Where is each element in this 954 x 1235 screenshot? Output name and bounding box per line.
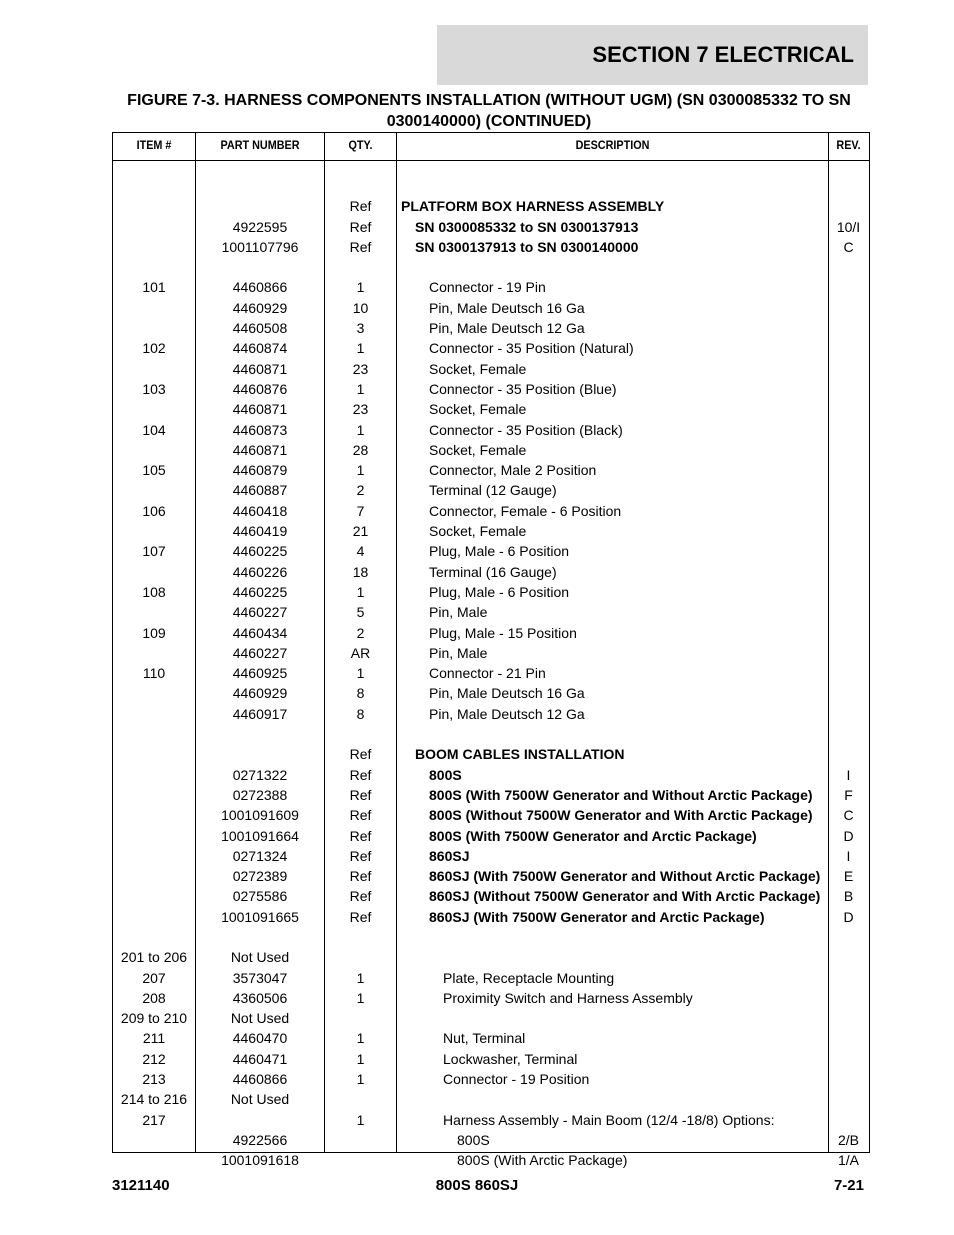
description: SN 0300137913 to SN 0300140000 xyxy=(415,238,639,255)
revision: 1/A xyxy=(837,1152,859,1169)
description: Connector - 35 Position (Natural) xyxy=(429,340,634,357)
description: 800S (With 7500W Generator and Arctic Package) xyxy=(429,827,757,844)
part-number: 1001107796 xyxy=(221,238,299,255)
quantity: 1 xyxy=(356,1050,365,1067)
table-row xyxy=(113,643,869,663)
quantity: 5 xyxy=(356,604,365,621)
revision: I xyxy=(846,847,851,864)
part-number: 0272389 xyxy=(232,868,288,885)
part-number: 4460866 xyxy=(232,279,288,296)
table-row xyxy=(113,704,869,724)
column-header-qty: QTY. xyxy=(348,138,373,152)
table-row xyxy=(113,196,869,216)
description: Socket, Female xyxy=(429,523,527,540)
description: 800S (With Arctic Package) xyxy=(457,1152,628,1169)
table-row xyxy=(113,907,869,927)
part-number: 4922566 xyxy=(232,1131,288,1148)
description: Pin, Male xyxy=(429,604,488,621)
quantity: 21 xyxy=(352,523,369,540)
revision: F xyxy=(844,786,853,803)
table-row xyxy=(113,480,869,500)
description: Connector - 19 Position xyxy=(443,1071,590,1088)
description: Pin, Male xyxy=(429,644,488,661)
description: Connector, Male 2 Position xyxy=(429,462,597,479)
table-row xyxy=(113,298,869,318)
column-header-description: DESCRIPTION xyxy=(575,138,650,152)
quantity: Ref xyxy=(349,888,372,905)
quantity: 1 xyxy=(356,583,365,600)
table-row xyxy=(113,460,869,480)
part-number: 4460508 xyxy=(232,320,288,337)
revision: C xyxy=(843,807,854,824)
table-row xyxy=(113,582,869,602)
description: 860SJ (With 7500W Generator and Arctic Package) xyxy=(429,908,765,925)
description: BOOM CABLES INSTALLATION xyxy=(415,746,625,763)
section-title: SECTION 7 ELECTRICAL xyxy=(592,42,854,67)
description: Plug, Male - 6 Position xyxy=(429,583,570,600)
quantity: Ref xyxy=(349,198,372,215)
part-number: 4460874 xyxy=(232,340,288,357)
description: Pin, Male Deutsch 16 Ga xyxy=(429,299,585,316)
part-number: 4922595 xyxy=(232,218,288,235)
description: Plate, Receptacle Mounting xyxy=(443,969,615,986)
quantity: 28 xyxy=(352,441,369,458)
part-number: 0272388 xyxy=(232,786,288,803)
table-row xyxy=(113,663,869,683)
table-row xyxy=(113,765,869,785)
quantity: 1 xyxy=(356,1111,365,1128)
description: Harness Assembly - Main Boom (12/4 -18/8) Options: xyxy=(443,1111,775,1128)
description: 800S xyxy=(429,766,462,783)
figure-title: FIGURE 7-3. HARNESS COMPONENTS INSTALLATION (WITHOUT UGM) (SN 0300085332 TO SN 0300140000) (CONTINUED) xyxy=(127,92,851,130)
item-number: 211 xyxy=(142,1030,166,1047)
part-number: 4460871 xyxy=(232,401,288,418)
revision: C xyxy=(843,238,854,255)
description: PLATFORM BOX HARNESS ASSEMBLY xyxy=(401,198,665,215)
description: Socket, Female xyxy=(429,401,527,418)
item-number: 101 xyxy=(142,279,166,296)
description: Pin, Male Deutsch 12 Ga xyxy=(429,320,585,337)
quantity: Ref xyxy=(349,847,372,864)
description: 800S xyxy=(457,1131,490,1148)
table-row xyxy=(113,1150,869,1170)
item-number: 208 xyxy=(142,989,166,1006)
table-row xyxy=(113,338,869,358)
description: Pin, Male Deutsch 16 Ga xyxy=(429,685,585,702)
part-number: 4460873 xyxy=(232,421,288,438)
description: Connector - 19 Pin xyxy=(429,279,546,296)
item-number: 209 to 210 xyxy=(120,1010,188,1027)
part-number: 1001091618 xyxy=(221,1152,299,1169)
description: Socket, Female xyxy=(429,441,527,458)
quantity: 1 xyxy=(356,380,365,397)
quantity: 4 xyxy=(356,543,365,560)
part-number: 4460929 xyxy=(232,299,288,316)
quantity: 2 xyxy=(356,624,365,641)
table-row xyxy=(113,623,869,643)
description: Terminal (12 Gauge) xyxy=(429,482,557,499)
table-row xyxy=(113,1069,869,1089)
part-number: Not Used xyxy=(230,1091,290,1108)
table-row xyxy=(113,277,869,297)
part-number: 1001091664 xyxy=(221,827,299,844)
table-row xyxy=(113,237,869,257)
quantity: 23 xyxy=(352,360,369,377)
part-number: 4460225 xyxy=(232,543,288,560)
section-banner xyxy=(437,25,868,85)
part-number: 4460418 xyxy=(232,502,288,519)
part-number: 0275586 xyxy=(232,888,288,905)
item-number: 109 xyxy=(142,624,166,641)
part-number: 4460871 xyxy=(232,441,288,458)
parts-table xyxy=(112,132,870,1169)
description: Lockwasher, Terminal xyxy=(443,1050,578,1067)
quantity: 1 xyxy=(356,665,365,682)
description: Pin, Male Deutsch 12 Ga xyxy=(429,705,585,722)
quantity: 2 xyxy=(356,482,365,499)
item-number: 217 xyxy=(142,1111,166,1128)
item-number: 107 xyxy=(142,543,166,560)
quantity: 1 xyxy=(356,1071,365,1088)
revision: B xyxy=(843,888,854,905)
quantity: 1 xyxy=(356,279,365,296)
footer-models: 800S 860SJ xyxy=(435,1177,519,1194)
description: 860SJ (With 7500W Generator and Without Arctic Package) xyxy=(429,868,821,885)
item-number: 105 xyxy=(142,462,166,479)
part-number: 4360506 xyxy=(232,989,288,1006)
table-row xyxy=(113,988,869,1008)
quantity: 18 xyxy=(352,563,369,580)
part-number: 4460471 xyxy=(232,1050,288,1067)
table-row xyxy=(113,1008,869,1028)
item-number: 106 xyxy=(142,502,166,519)
quantity: 1 xyxy=(356,969,365,986)
part-number: 0271324 xyxy=(232,847,288,864)
footer-doc-number: 3121140 xyxy=(112,1177,170,1194)
quantity: AR xyxy=(350,644,371,661)
part-number: 0271322 xyxy=(232,766,288,783)
item-number: 212 xyxy=(142,1050,166,1067)
table-body xyxy=(113,176,869,1171)
part-number: 4460879 xyxy=(232,462,288,479)
table-row xyxy=(113,785,869,805)
quantity: Ref xyxy=(349,827,372,844)
part-number: 4460917 xyxy=(232,705,288,722)
column-header-part-number: PART NUMBER xyxy=(220,138,300,152)
description: Connector - 35 Position (Black) xyxy=(429,421,623,438)
table-row xyxy=(113,866,869,886)
table-row xyxy=(113,602,869,622)
table-row xyxy=(113,805,869,825)
table-row xyxy=(113,683,869,703)
part-number: 4460227 xyxy=(232,644,288,661)
part-number: 4460876 xyxy=(232,380,288,397)
revision: 10/I xyxy=(836,218,861,235)
description: Socket, Female xyxy=(429,360,527,377)
part-number: 3573047 xyxy=(232,969,288,986)
table-row xyxy=(113,420,869,440)
description: Connector, Female - 6 Position xyxy=(429,502,622,519)
part-number: 4460470 xyxy=(232,1030,288,1047)
part-number: 4460887 xyxy=(232,482,288,499)
part-number: 4460225 xyxy=(232,583,288,600)
table-row xyxy=(113,257,869,277)
description: 800S (With 7500W Generator and Without Arctic Package) xyxy=(429,786,813,803)
item-number: 201 to 206 xyxy=(120,949,188,966)
table-row xyxy=(113,1089,869,1109)
quantity: 1 xyxy=(356,421,365,438)
quantity: 1 xyxy=(356,462,365,479)
quantity: Ref xyxy=(349,746,372,763)
description: Plug, Male - 15 Position xyxy=(429,624,577,641)
item-number: 214 to 216 xyxy=(120,1091,188,1108)
table-row xyxy=(113,968,869,988)
description: Nut, Terminal xyxy=(443,1030,526,1047)
quantity: 23 xyxy=(352,401,369,418)
description: Connector - 35 Position (Blue) xyxy=(429,380,617,397)
table-row xyxy=(113,1049,869,1069)
table-row xyxy=(113,927,869,947)
part-number: 4460419 xyxy=(232,523,288,540)
quantity: Ref xyxy=(349,238,372,255)
table-row xyxy=(113,399,869,419)
description: 800S (Without 7500W Generator and With Arctic Package) xyxy=(429,807,813,824)
item-number: 104 xyxy=(142,421,166,438)
part-number: 4460227 xyxy=(232,604,288,621)
revision: D xyxy=(843,827,854,844)
table-row xyxy=(113,1028,869,1048)
part-number: 1001091665 xyxy=(221,908,299,925)
quantity: Ref xyxy=(349,766,372,783)
revision: E xyxy=(843,868,854,885)
quantity: Ref xyxy=(349,908,372,925)
table-row xyxy=(113,886,869,906)
item-number: 103 xyxy=(142,380,166,397)
table-row xyxy=(113,318,869,338)
quantity: 1 xyxy=(356,1030,365,1047)
revision: I xyxy=(846,766,851,783)
part-number: 1001091609 xyxy=(221,807,299,824)
description: SN 0300085332 to SN 0300137913 xyxy=(415,218,639,235)
quantity: 1 xyxy=(356,989,365,1006)
revision: 2/B xyxy=(837,1131,859,1148)
table-row xyxy=(113,1130,869,1150)
table-row xyxy=(113,440,869,460)
part-number: 4460871 xyxy=(232,360,288,377)
description: Proximity Switch and Harness Assembly xyxy=(443,989,693,1006)
table-row xyxy=(113,501,869,521)
quantity: 1 xyxy=(356,340,365,357)
table-row xyxy=(113,217,869,237)
quantity: 3 xyxy=(356,320,365,337)
quantity: Ref xyxy=(349,868,372,885)
table-row xyxy=(113,541,869,561)
item-number: 108 xyxy=(142,583,166,600)
part-number: 4460866 xyxy=(232,1071,288,1088)
quantity: Ref xyxy=(349,807,372,824)
quantity: 8 xyxy=(356,685,365,702)
quantity: 7 xyxy=(356,502,365,519)
table-row xyxy=(113,826,869,846)
table-row xyxy=(113,846,869,866)
table-row xyxy=(113,521,869,541)
header-divider xyxy=(113,160,869,161)
table-row xyxy=(113,176,869,196)
column-header-item: ITEM # xyxy=(136,138,172,152)
quantity: Ref xyxy=(349,218,372,235)
footer-page-number: 7-21 xyxy=(833,1177,864,1194)
item-number: 207 xyxy=(142,969,166,986)
description: Terminal (16 Gauge) xyxy=(429,563,557,580)
table-row xyxy=(113,724,869,744)
part-number: 4460226 xyxy=(232,563,288,580)
column-header-rev: REV. xyxy=(836,138,861,152)
table-row xyxy=(113,947,869,967)
item-number: 110 xyxy=(142,665,166,682)
description: 860SJ (Without 7500W Generator and With Arctic Package) xyxy=(429,888,821,905)
table-row xyxy=(113,562,869,582)
table-row xyxy=(113,744,869,764)
item-number: 102 xyxy=(142,340,166,357)
part-number: 4460434 xyxy=(232,624,288,641)
table-row xyxy=(113,379,869,399)
quantity: 8 xyxy=(356,705,365,722)
description: Plug, Male - 6 Position xyxy=(429,543,570,560)
part-number: 4460929 xyxy=(232,685,288,702)
part-number: Not Used xyxy=(230,1010,290,1027)
description: Connector - 21 Pin xyxy=(429,665,546,682)
quantity: 10 xyxy=(352,299,369,316)
revision: D xyxy=(843,908,854,925)
table-row xyxy=(113,1110,869,1130)
description: 860SJ xyxy=(429,847,470,864)
part-number: 4460925 xyxy=(232,665,288,682)
item-number: 213 xyxy=(142,1071,166,1088)
part-number: Not Used xyxy=(230,949,290,966)
table-row xyxy=(113,359,869,379)
quantity: Ref xyxy=(349,786,372,803)
